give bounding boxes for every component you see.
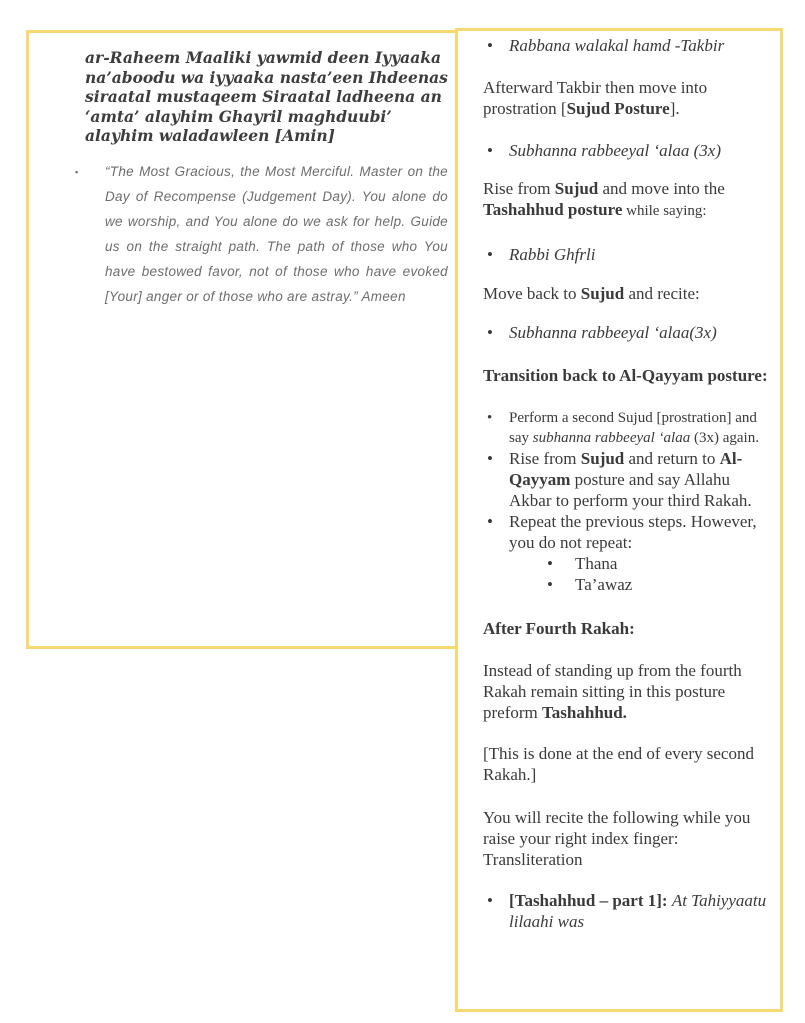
text-run-bold: Sujud xyxy=(580,284,625,303)
bullet-icon: • xyxy=(487,891,493,910)
text-run: (3x) again. xyxy=(690,430,759,446)
text-run-bold: Al-Qayyam xyxy=(509,449,743,489)
text-run: Move back to xyxy=(483,284,581,303)
translation-quote-text: “The Most Gracious, the Most Merciful. Master on the Day of Recompense (Judgement Day). You alone do we worship, and You alone do we ask for help. Guide us on the straight path. The path of those who You have bestowed favor, not of those who have evoked [Your] anger or of those who are astray.” Ameen xyxy=(105,163,448,304)
heading-transition: Transition back to Al-Qayyam posture: xyxy=(483,366,768,385)
text-run: Instead of standing up from the fourth Rakah remain sitting in this posture preform xyxy=(483,661,742,722)
text-run-bold: Sujud Posture xyxy=(566,99,670,118)
square-bullet-icon: ▪ xyxy=(75,166,79,177)
text-run-italic: At Tahiyyaatu lilaahi was xyxy=(509,891,767,931)
bullet-item-rabbana xyxy=(483,35,770,56)
text-run-small: while saying: xyxy=(622,203,707,219)
text-run: and move into the xyxy=(598,179,725,198)
steps-list xyxy=(483,408,770,595)
bullet-item-subhanna-1 xyxy=(483,140,770,161)
text-run: Rise from xyxy=(509,449,581,468)
bullet-icon: • xyxy=(487,245,493,264)
bullet-text: Ta’awaz xyxy=(575,575,633,594)
bullet-text xyxy=(509,890,770,932)
list-item-rise-return xyxy=(483,448,770,511)
bullet-icon: • xyxy=(487,512,493,531)
bullet-text: Rabbi Ghfrli xyxy=(509,245,596,264)
paragraph-bracket-note: [This is done at the end of every second Rakah.] xyxy=(483,744,754,784)
bullet-text: Rabbana walakal hamd -Takbir xyxy=(509,36,725,55)
text-run: ]. xyxy=(669,99,680,118)
text-run: Afterward Takbir then move into prostration [ xyxy=(483,78,708,118)
sub-list-item-thana xyxy=(535,553,770,574)
bullet-text: Thana xyxy=(575,554,618,573)
text-run-bold: Sujud xyxy=(580,449,625,468)
text-run-bold: Tashahhud posture xyxy=(483,200,623,219)
bullet-text xyxy=(509,408,770,448)
paragraph-rise-sujud xyxy=(483,178,770,222)
text-run-bold: Tashahhud. xyxy=(542,703,627,722)
left-text-box xyxy=(26,30,456,649)
bullet-icon: • xyxy=(487,323,493,342)
bullet-icon: • xyxy=(487,449,493,468)
right-text-box xyxy=(455,28,783,1012)
text-run: posture and say Allahu Akbar to perform your third Rakah. xyxy=(509,470,752,510)
bullet-icon: • xyxy=(487,141,493,160)
bullet-icon: • xyxy=(487,36,493,55)
paragraph-instead-standing xyxy=(483,660,770,723)
list-item-repeat-steps xyxy=(483,511,770,553)
text-run: and return to xyxy=(624,449,720,468)
paragraph-recite-finger: You will recite the following while you raise your right index finger: Transliteration xyxy=(483,808,751,869)
paragraph-move-back xyxy=(483,283,770,304)
list-item-perform-sujud xyxy=(483,408,770,448)
bullet-text xyxy=(509,448,770,511)
bullet-item-rabbi xyxy=(483,244,770,265)
bullet-icon: • xyxy=(547,575,553,594)
bullet-text: Repeat the previous steps. However, you do not repeat: xyxy=(509,512,757,552)
bullet-item-subhanna-2 xyxy=(483,322,770,343)
text-run-italic: subhanna rabbeeyal ‘alaa xyxy=(532,430,691,446)
bullet-icon: • xyxy=(487,410,493,426)
heading-after-fourth-rakah: After Fourth Rakah: xyxy=(483,619,635,638)
bullet-item-tashahhud-part1 xyxy=(483,890,770,932)
text-run-bold: [Tashahhud – part 1]: xyxy=(509,891,668,910)
sub-list-item-taawaz xyxy=(535,574,770,595)
text-run: and recite: xyxy=(624,284,700,303)
bullet-text: Subhanna rabbeeyal ‘alaa(3x) xyxy=(509,323,717,342)
bullet-icon: • xyxy=(547,554,553,573)
text-run: Rise from xyxy=(483,179,555,198)
translation-quote-item xyxy=(75,159,448,309)
text-run-bold: Sujud xyxy=(554,179,599,198)
transliteration-paragraph: ar-Raheem Maaliki yawmid deen Iyyaaka na’aboodu wa iyyaaka nasta’een Ihdeenas siraatal mustaqeem Siraatal ladheena an ‘amta’ alayhim Ghayril maghduubi’ alayhim waladawleen [Amin] xyxy=(85,48,448,145)
text-run: Perform a second Sujud [prostration] and say xyxy=(509,410,757,446)
paragraph-afterward-takbir xyxy=(483,77,770,119)
bullet-text: Subhanna rabbeeyal ‘alaa (3x) xyxy=(509,141,721,160)
